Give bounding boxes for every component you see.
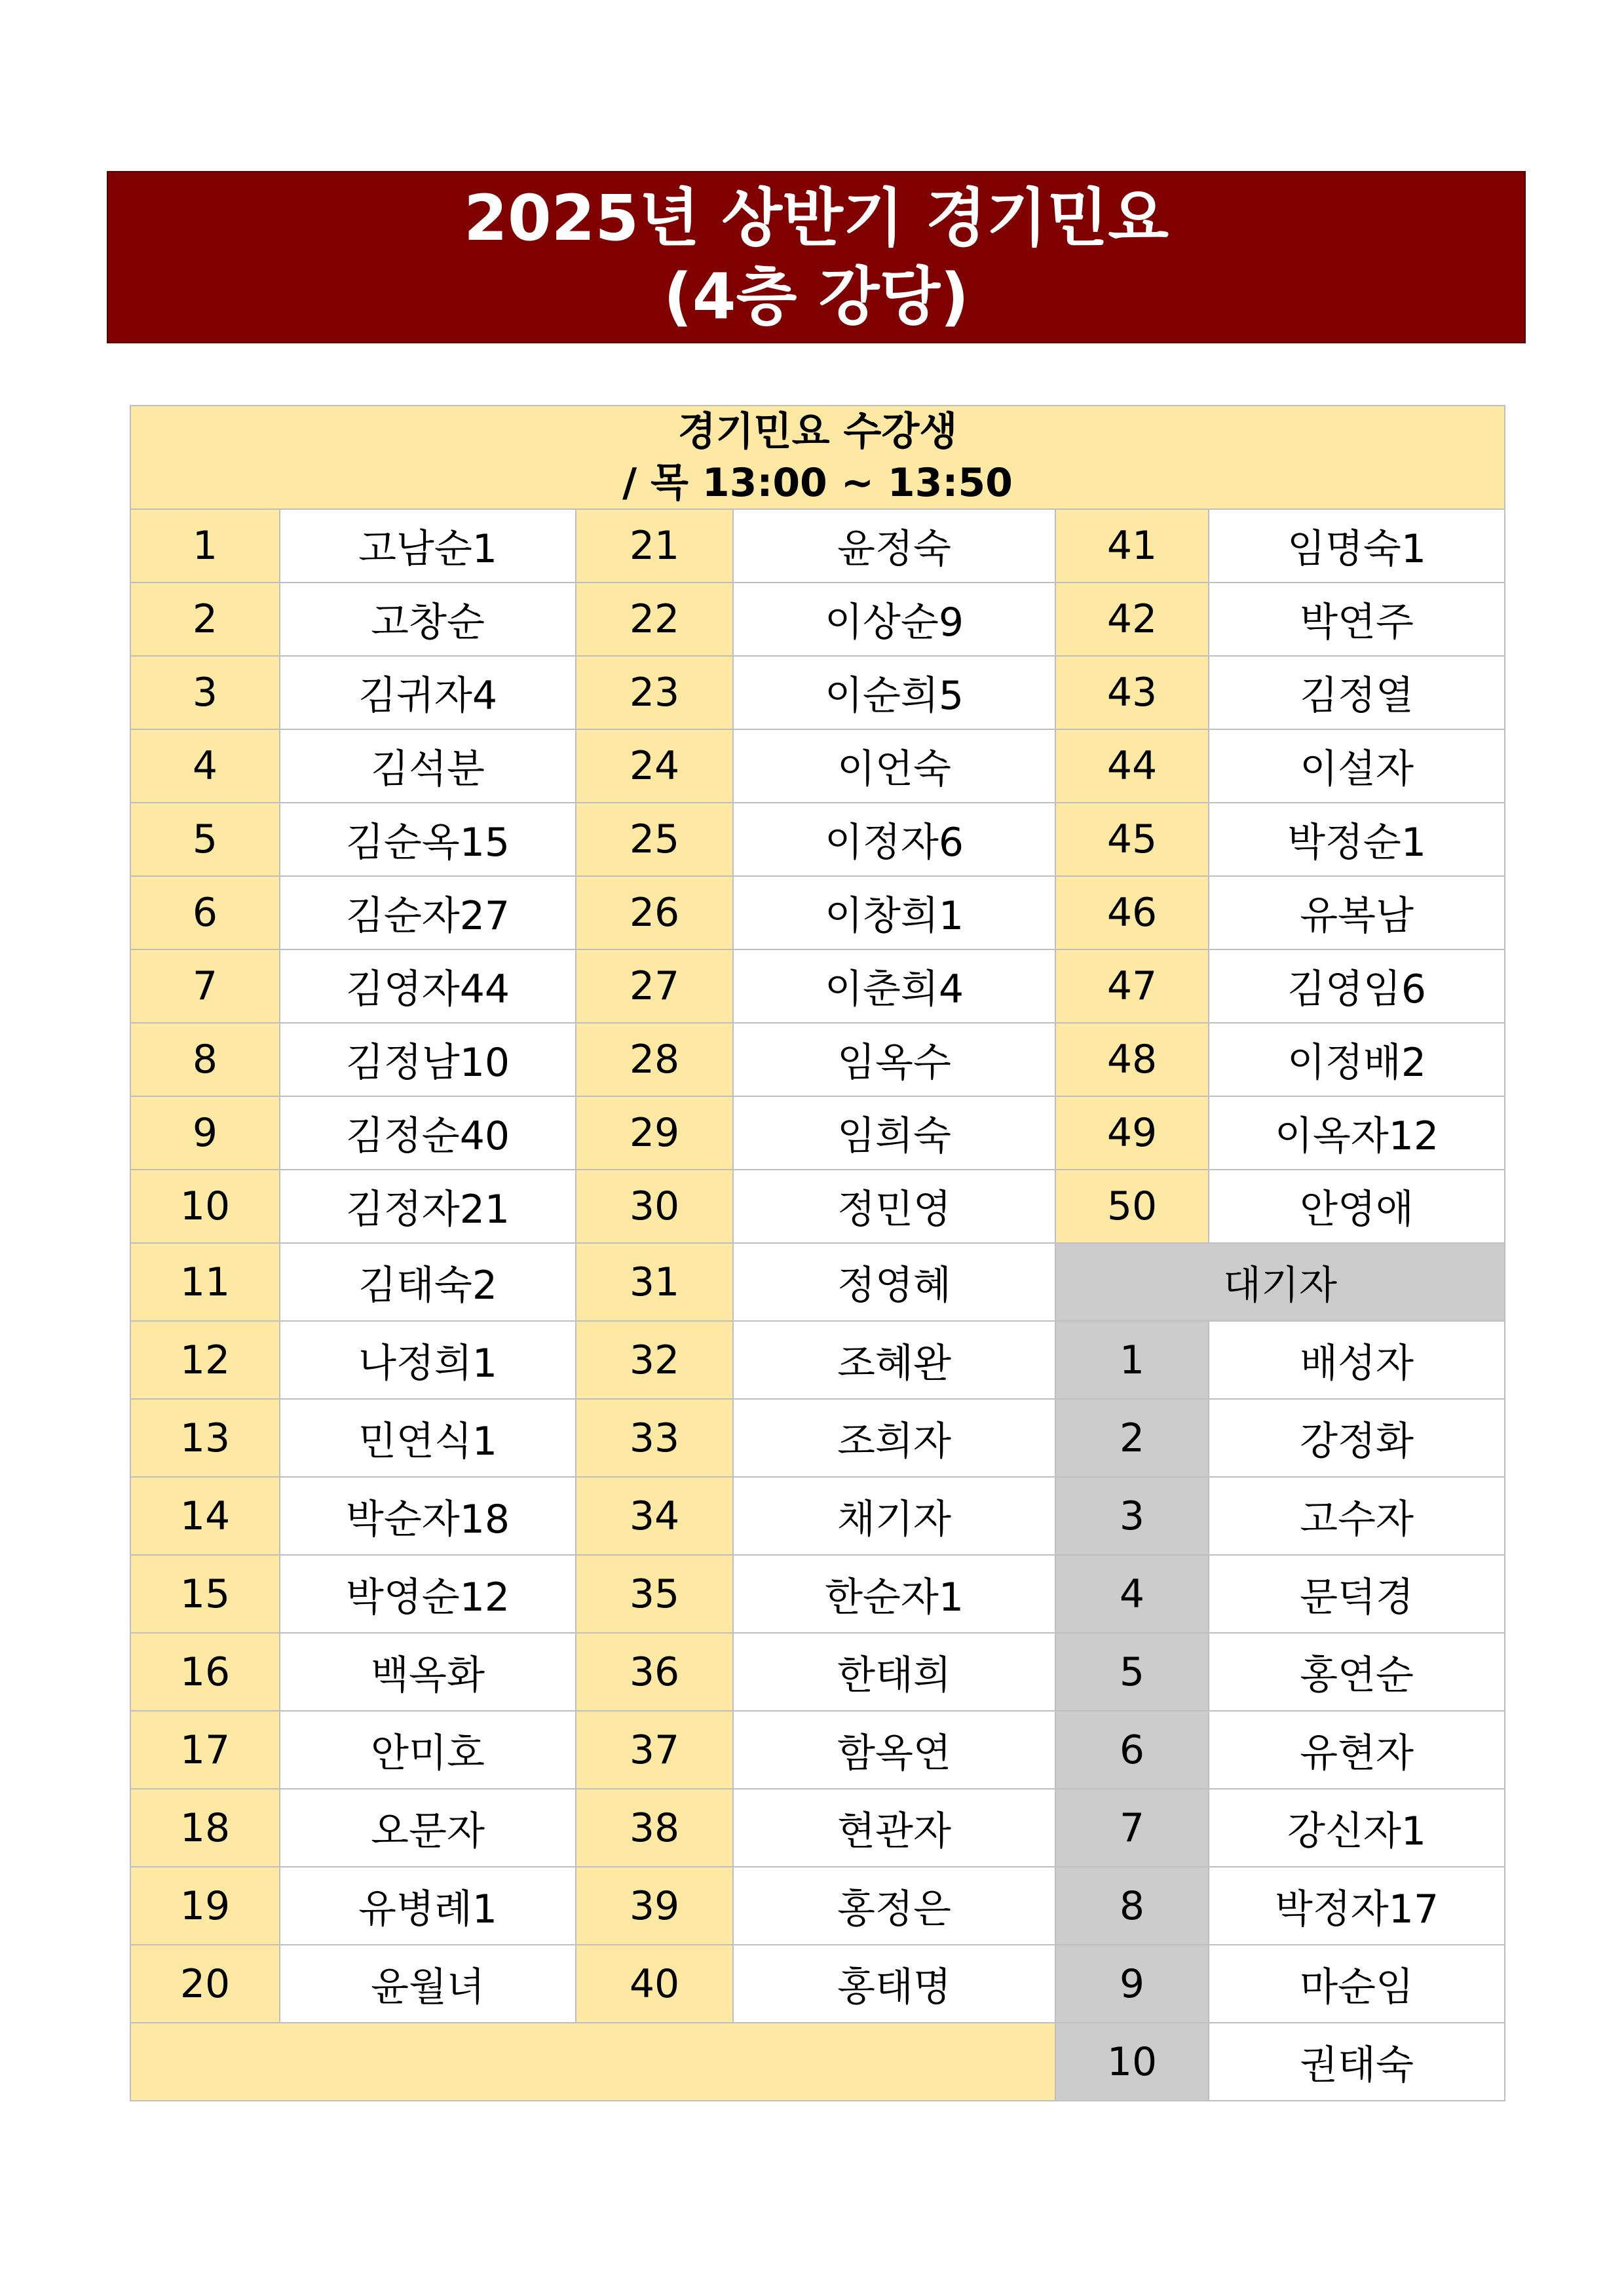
table-header-title: 경기민요 수강생: [677, 409, 958, 455]
student-number: 24: [576, 729, 733, 803]
student-number: 30: [576, 1170, 733, 1243]
student-name: 민연식1: [280, 1399, 576, 1477]
table-row: [130, 1555, 1505, 1633]
student-name: 김태숙2: [280, 1243, 576, 1321]
waitlist-number: 9: [1055, 1945, 1209, 2023]
table-row: [130, 1321, 1505, 1399]
student-number: 50: [1055, 1170, 1209, 1243]
student-number: 47: [1055, 949, 1209, 1023]
waitlist-name: 배성자: [1209, 1321, 1505, 1399]
student-name: 김영임6: [1209, 949, 1505, 1023]
student-name: 채기자: [733, 1477, 1055, 1555]
student-name: 김순옥15: [280, 803, 576, 876]
student-number: 14: [130, 1477, 280, 1555]
student-number: 48: [1055, 1023, 1209, 1096]
student-name: 이창희1: [733, 876, 1055, 949]
student-name: 김귀자4: [280, 656, 576, 729]
table-row: [130, 1477, 1505, 1555]
table-row: [130, 1789, 1505, 1867]
waitlist-name: 박정자17: [1209, 1867, 1505, 1945]
title-line-1: 2025년 상반기 경기민요: [464, 181, 1169, 255]
student-number: 46: [1055, 876, 1209, 949]
waitlist-name: 홍연순: [1209, 1633, 1505, 1711]
student-number: 39: [576, 1867, 733, 1945]
student-name: 현관자: [733, 1789, 1055, 1867]
student-number: 1: [130, 509, 280, 583]
student-number: 5: [130, 803, 280, 876]
student-number: 22: [576, 583, 733, 656]
table-row: [130, 1945, 1505, 2023]
student-name: 김영자44: [280, 949, 576, 1023]
student-number: 31: [576, 1243, 733, 1321]
student-number: 15: [130, 1555, 280, 1633]
student-name: 이언숙: [733, 729, 1055, 803]
student-name: 김순자27: [280, 876, 576, 949]
table-row: [130, 949, 1505, 1023]
student-number: 42: [1055, 583, 1209, 656]
student-number: 12: [130, 1321, 280, 1399]
student-number: 19: [130, 1867, 280, 1945]
student-name: 이순희5: [733, 656, 1055, 729]
student-number: 37: [576, 1711, 733, 1789]
student-number: 33: [576, 1399, 733, 1477]
student-number: 26: [576, 876, 733, 949]
student-name: 김석분: [280, 729, 576, 803]
student-number: 4: [130, 729, 280, 803]
student-number: 29: [576, 1096, 733, 1170]
table-row: [130, 729, 1505, 803]
table-row: [130, 876, 1505, 949]
waitlist-number: 2: [1055, 1399, 1209, 1477]
table-row: [130, 1096, 1505, 1170]
student-name: 나정희1: [280, 1321, 576, 1399]
table-row: [130, 509, 1505, 583]
table-row: [130, 1023, 1505, 1096]
student-number: 10: [130, 1170, 280, 1243]
student-name: 정영혜: [733, 1243, 1055, 1321]
waitlist-number: 6: [1055, 1711, 1209, 1789]
student-name: 홍정은: [733, 1867, 1055, 1945]
table-header-row: [130, 406, 1505, 509]
student-number: 6: [130, 876, 280, 949]
student-number: 18: [130, 1789, 280, 1867]
student-name: 고남순1: [280, 509, 576, 583]
title-line-2: (4층 강당): [663, 259, 970, 334]
waitlist-number: 1: [1055, 1321, 1209, 1399]
waitlist-name: 권태숙: [1209, 2023, 1505, 2101]
table-row: [130, 583, 1505, 656]
student-name: 윤월녀: [280, 1945, 576, 2023]
student-name: 안미호: [280, 1711, 576, 1789]
student-number: 34: [576, 1477, 733, 1555]
student-number: 35: [576, 1555, 733, 1633]
student-number: 17: [130, 1711, 280, 1789]
student-number: 3: [130, 656, 280, 729]
waitlist-name: 강신자1: [1209, 1789, 1505, 1867]
waitlist-number: 8: [1055, 1867, 1209, 1945]
student-number: 9: [130, 1096, 280, 1170]
student-number: 7: [130, 949, 280, 1023]
student-name: 한순자1: [733, 1555, 1055, 1633]
student-name: 한태희: [733, 1633, 1055, 1711]
waitlist-header: 대기자: [1055, 1243, 1505, 1321]
student-number: 23: [576, 656, 733, 729]
student-name: 유병례1: [280, 1867, 576, 1945]
student-number: 49: [1055, 1096, 1209, 1170]
waitlist-number: 4: [1055, 1555, 1209, 1633]
student-name: 정민영: [733, 1170, 1055, 1243]
waitlist-number: 10: [1055, 2023, 1209, 2101]
student-number: 13: [130, 1399, 280, 1477]
table-row: [130, 1170, 1505, 1243]
table-row: [130, 656, 1505, 729]
student-name: 백옥화: [280, 1633, 576, 1711]
student-name: 김정열: [1209, 656, 1505, 729]
table-row: [130, 1867, 1505, 1945]
student-name: 안영애: [1209, 1170, 1505, 1243]
student-number: 45: [1055, 803, 1209, 876]
empty-filler-cell: [130, 2023, 1055, 2101]
student-number: 44: [1055, 729, 1209, 803]
student-number: 40: [576, 1945, 733, 2023]
waitlist-name: 고수자: [1209, 1477, 1505, 1555]
waitlist-number: 5: [1055, 1633, 1209, 1711]
student-name: 박연주: [1209, 583, 1505, 656]
waitlist-name: 강정화: [1209, 1399, 1505, 1477]
student-number: 43: [1055, 656, 1209, 729]
student-number: 28: [576, 1023, 733, 1096]
student-number: 25: [576, 803, 733, 876]
student-name: 유복남: [1209, 876, 1505, 949]
student-number: 32: [576, 1321, 733, 1399]
student-name: 윤정숙: [733, 509, 1055, 583]
student-number: 27: [576, 949, 733, 1023]
table-row: [130, 2023, 1505, 2101]
student-number: 8: [130, 1023, 280, 1096]
student-name: 김정자21: [280, 1170, 576, 1243]
student-name: 조혜완: [733, 1321, 1055, 1399]
student-number: 2: [130, 583, 280, 656]
student-number: 41: [1055, 509, 1209, 583]
student-name: 김정남10: [280, 1023, 576, 1096]
student-name: 임희숙: [733, 1096, 1055, 1170]
student-number: 16: [130, 1633, 280, 1711]
table-row: [130, 1633, 1505, 1711]
table-row: [130, 1243, 1505, 1321]
table-header: [130, 406, 1505, 509]
student-roster-table: [130, 405, 1505, 2101]
student-name: 박순자18: [280, 1477, 576, 1555]
table-row: [130, 1711, 1505, 1789]
student-name: 임명숙1: [1209, 509, 1505, 583]
student-name: 박정순1: [1209, 803, 1505, 876]
waitlist-number: 3: [1055, 1477, 1209, 1555]
title-banner: [107, 171, 1526, 343]
student-name: 이옥자12: [1209, 1096, 1505, 1170]
student-number: 11: [130, 1243, 280, 1321]
student-name: 이정배2: [1209, 1023, 1505, 1096]
student-name: 함옥연: [733, 1711, 1055, 1789]
student-name: 이설자: [1209, 729, 1505, 803]
student-number: 38: [576, 1789, 733, 1867]
student-name: 조희자: [733, 1399, 1055, 1477]
student-name: 김정순40: [280, 1096, 576, 1170]
waitlist-name: 마순임: [1209, 1945, 1505, 2023]
student-name: 이춘희4: [733, 949, 1055, 1023]
student-name: 홍태명: [733, 1945, 1055, 2023]
student-name: 고창순: [280, 583, 576, 656]
student-name: 임옥수: [733, 1023, 1055, 1096]
table-row: [130, 803, 1505, 876]
student-name: 이상순9: [733, 583, 1055, 656]
table-header-schedule: / 목 13:00 ~ 13:50: [622, 460, 1013, 506]
table-row: [130, 1399, 1505, 1477]
waitlist-name: 문덕경: [1209, 1555, 1505, 1633]
waitlist-name: 유현자: [1209, 1711, 1505, 1789]
student-number: 21: [576, 509, 733, 583]
student-number: 20: [130, 1945, 280, 2023]
student-name: 이정자6: [733, 803, 1055, 876]
student-number: 36: [576, 1633, 733, 1711]
student-name: 박영순12: [280, 1555, 576, 1633]
waitlist-number: 7: [1055, 1789, 1209, 1867]
student-name: 오문자: [280, 1789, 576, 1867]
